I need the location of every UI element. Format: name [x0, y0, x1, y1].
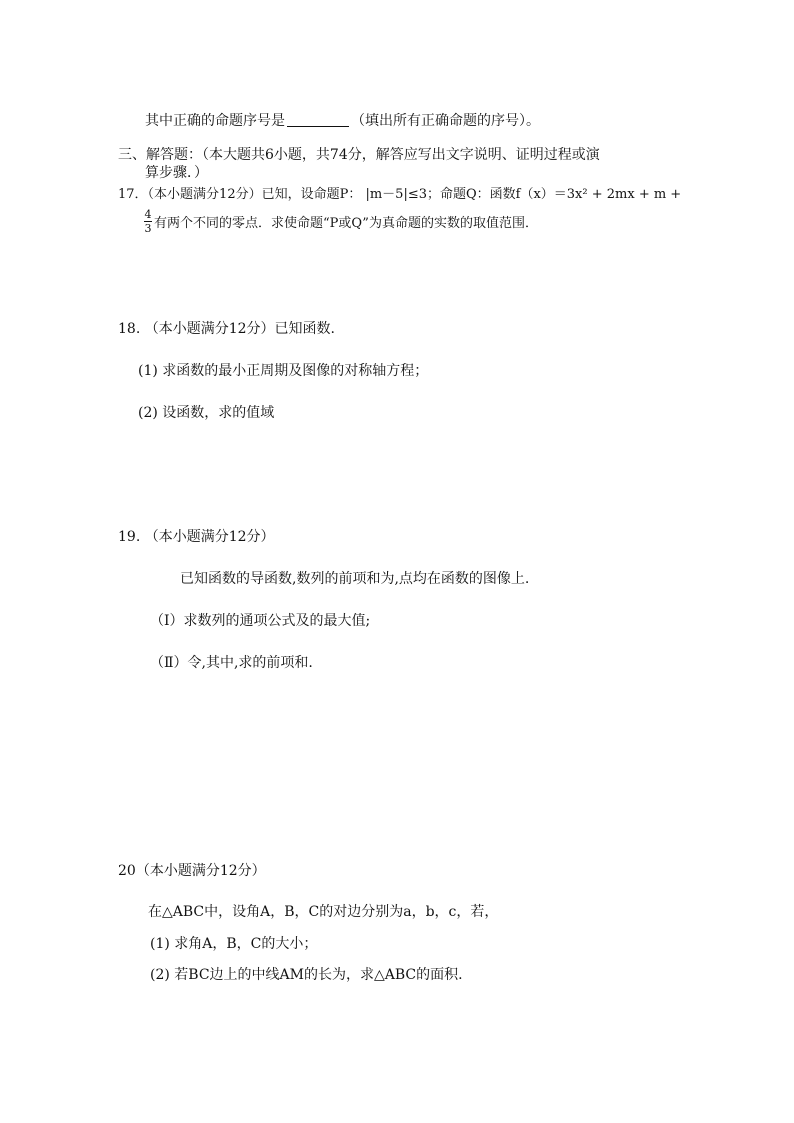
q19-part1-text: （Ⅰ）求数列的通项公式及的最大值; [150, 613, 371, 629]
q19-part2-text: （Ⅱ）令,其中,求的前项和. [150, 655, 313, 671]
q20-intro [148, 903, 498, 921]
q18-part2-text: (2) 设函数，求的值域 [138, 405, 275, 421]
q20-part1-text: (1) 求角A，B，C的大小； [150, 936, 318, 952]
q20-part2-text: (2) 若BC边上的中线AM的长为，求△ABC的面积. [150, 967, 463, 983]
q18-part1 [138, 362, 428, 380]
q19-heading [118, 528, 275, 546]
q17-fraction-numerator: 4 [144, 208, 152, 221]
q17-line1 [118, 186, 681, 204]
fill-in-line [145, 112, 540, 130]
q20-heading [118, 862, 266, 880]
q20-part2 [150, 966, 463, 984]
q17-fraction-denominator: 3 [144, 222, 152, 235]
q17-text-line1: 17．（本小题满分12分）已知，设命题P： |m－5|≤3；命题Q：函数f（x）＝3x² + 2mx + m + [118, 187, 682, 202]
q18-heading [118, 320, 335, 338]
q20-part1 [150, 935, 317, 953]
q19-intro [180, 570, 529, 588]
fill-line-after: （填出所有正确命题的序号）。 [351, 113, 540, 129]
q20-intro-text: 在△ABC中，设角A，B，C的对边分别为a，b，c，若， [148, 904, 499, 920]
section3-line2: 算步骤．） [145, 165, 208, 181]
fill-line-before: 其中正确的命题序号是 [145, 113, 285, 129]
q19-part1 [150, 612, 370, 630]
q19-head-text: 19. （本小题满分12分） [118, 529, 275, 545]
q18-part2 [138, 404, 274, 422]
q19-intro-text: 已知函数的导函数,数列的前项和为,点均在函数的图像上. [180, 571, 530, 587]
q17-line2 [154, 215, 538, 233]
section3-heading [118, 146, 600, 164]
answer-blank [287, 112, 349, 127]
q20-head-text: 20（本小题满分12分） [118, 863, 266, 879]
q19-part2 [150, 654, 313, 672]
q17-text-line2: 有两个不同的零点．求使命题“P或Q”为真命题的实数的取值范围． [154, 216, 538, 231]
section3-heading-cont [145, 164, 208, 182]
section3-line1: 三、解答题：（本大题共6小题，共74分，解答应写出文字说明、证明过程或演 [118, 147, 600, 163]
q18-part1-text: (1) 求函数的最小正周期及图像的对称轴方程； [138, 363, 429, 379]
q18-head-text: 18. （本小题满分12分）已知函数. [118, 321, 335, 337]
